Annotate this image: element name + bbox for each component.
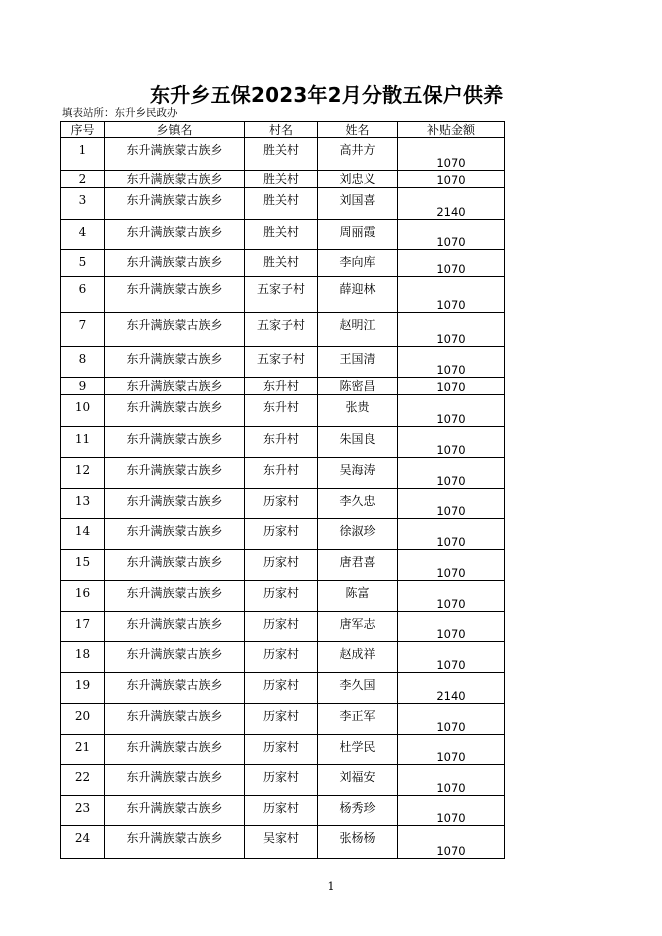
row-town: 东升满族蒙古族乡: [126, 318, 223, 332]
row-village-cell: [245, 673, 318, 704]
row-village: 历家村: [262, 524, 299, 538]
row-amount: 1070: [436, 844, 466, 858]
table-row: [61, 489, 505, 519]
row-no: 10: [74, 400, 91, 414]
row-town-cell: [105, 458, 245, 489]
row-village: 历家村: [262, 586, 299, 600]
row-amount-cell: [398, 765, 505, 796]
table-row: [61, 171, 505, 188]
row-village-cell: [245, 826, 318, 859]
col-header-amount: 补贴金额: [398, 122, 505, 138]
row-amount: 1070: [436, 504, 466, 518]
table-row: [61, 220, 505, 250]
row-no-cell: [61, 642, 105, 673]
row-village: 东升村: [262, 379, 299, 393]
row-town: 东升满族蒙古族乡: [126, 678, 223, 692]
row-village: 胜关村: [262, 193, 299, 207]
row-no: 5: [78, 255, 87, 269]
row-name-cell: [318, 313, 398, 347]
row-town: 东升满族蒙古族乡: [126, 172, 223, 186]
row-no-cell: [61, 765, 105, 796]
row-no: 11: [74, 432, 91, 446]
row-no-cell: [61, 704, 105, 735]
row-town-cell: [105, 250, 245, 277]
row-name: 刘福安: [339, 770, 376, 784]
row-name: 王国清: [339, 352, 376, 366]
row-amount: 1070: [436, 262, 466, 276]
row-amount: 1070: [436, 173, 466, 187]
row-amount: 1070: [436, 627, 466, 641]
row-no: 18: [74, 647, 91, 661]
row-town-cell: [105, 735, 245, 765]
row-name-cell: [318, 765, 398, 796]
row-amount-cell: [398, 313, 505, 347]
row-name-cell: [318, 347, 398, 378]
row-no-cell: [61, 395, 105, 427]
row-village: 五家子村: [256, 318, 305, 332]
row-town: 东升满族蒙古族乡: [126, 282, 223, 296]
row-name: 李久国: [339, 678, 376, 692]
row-no-cell: [61, 427, 105, 458]
row-town: 东升满族蒙古族乡: [126, 770, 223, 784]
row-village: 东升村: [262, 432, 299, 446]
table-row: [61, 612, 505, 642]
row-amount-cell: [398, 378, 505, 395]
row-town-cell: [105, 673, 245, 704]
row-name-cell: [318, 796, 398, 826]
row-town-cell: [105, 171, 245, 188]
row-no-cell: [61, 612, 105, 642]
row-village-cell: [245, 796, 318, 826]
table-row: [61, 250, 505, 277]
row-amount: 1070: [436, 380, 466, 394]
row-village-cell: [245, 519, 318, 550]
row-amount-cell: [398, 277, 505, 313]
row-no: 14: [74, 524, 91, 538]
row-amount: 1070: [436, 720, 466, 734]
row-no-cell: [61, 519, 105, 550]
row-name: 陈富: [345, 586, 370, 600]
row-no-cell: [61, 735, 105, 765]
table-row: [61, 673, 505, 704]
table-row: [61, 519, 505, 550]
row-village-cell: [245, 581, 318, 612]
row-village-cell: [245, 735, 318, 765]
row-name-cell: [318, 735, 398, 765]
row-no: 21: [74, 740, 91, 754]
row-town: 东升满族蒙古族乡: [126, 143, 223, 157]
row-name: 徐淑珍: [339, 524, 376, 538]
table-row: [61, 277, 505, 313]
row-name-cell: [318, 427, 398, 458]
row-amount-cell: [398, 612, 505, 642]
row-no: 17: [74, 617, 91, 631]
roster-body: [61, 138, 505, 859]
row-amount: 1070: [436, 298, 466, 312]
row-village-cell: [245, 550, 318, 581]
table-row: [61, 581, 505, 612]
table-row: [61, 188, 505, 220]
row-town: 东升满族蒙古族乡: [126, 494, 223, 508]
row-amount-cell: [398, 171, 505, 188]
row-name: 张贵: [345, 400, 370, 414]
row-amount: 2140: [436, 205, 466, 219]
row-amount: 1070: [436, 750, 466, 764]
row-amount: 1070: [436, 658, 466, 672]
row-village-cell: [245, 458, 318, 489]
row-name-cell: [318, 138, 398, 171]
row-village: 胜关村: [262, 143, 299, 157]
row-no-cell: [61, 673, 105, 704]
table-row: [61, 796, 505, 826]
row-town: 东升满族蒙古族乡: [126, 617, 223, 631]
row-no: 23: [74, 801, 91, 815]
row-amount: 1070: [436, 332, 466, 346]
row-village-cell: [245, 313, 318, 347]
row-no: 7: [78, 318, 87, 332]
row-town: 东升满族蒙古族乡: [126, 709, 223, 723]
row-no: 8: [78, 352, 87, 366]
table-row: [61, 735, 505, 765]
row-name: 吴海涛: [339, 463, 376, 477]
row-village-cell: [245, 765, 318, 796]
row-amount-cell: [398, 519, 505, 550]
row-amount-cell: [398, 427, 505, 458]
row-no: 2: [78, 172, 87, 186]
row-name-cell: [318, 250, 398, 277]
row-town-cell: [105, 581, 245, 612]
row-name-cell: [318, 458, 398, 489]
row-amount-cell: [398, 826, 505, 859]
row-name-cell: [318, 642, 398, 673]
row-town: 东升满族蒙古族乡: [126, 555, 223, 569]
row-amount: 1070: [436, 597, 466, 611]
row-no: 22: [74, 770, 91, 784]
row-town: 东升满族蒙古族乡: [126, 740, 223, 754]
row-name-cell: [318, 188, 398, 220]
row-name: 李久忠: [339, 494, 376, 508]
row-town: 东升满族蒙古族乡: [126, 352, 223, 366]
row-no-cell: [61, 138, 105, 171]
row-town: 东升满族蒙古族乡: [126, 586, 223, 600]
row-town: 东升满族蒙古族乡: [126, 255, 223, 269]
row-no-cell: [61, 250, 105, 277]
row-no-cell: [61, 489, 105, 519]
row-amount: 1070: [436, 412, 466, 426]
row-amount: 1070: [436, 363, 466, 377]
row-name: 杜学民: [339, 740, 376, 754]
row-no: 20: [74, 709, 91, 723]
row-name: 周丽霞: [339, 225, 376, 239]
row-no-cell: [61, 796, 105, 826]
table-row: [61, 427, 505, 458]
row-name: 赵明江: [339, 318, 376, 332]
row-town-cell: [105, 188, 245, 220]
row-no-cell: [61, 171, 105, 188]
row-name-cell: [318, 673, 398, 704]
roster-table: [60, 121, 505, 859]
row-no: 13: [74, 494, 91, 508]
row-amount-cell: [398, 188, 505, 220]
row-amount: 1070: [436, 535, 466, 549]
row-no: 16: [74, 586, 91, 600]
row-no-cell: [61, 347, 105, 378]
row-village-cell: [245, 138, 318, 171]
row-village: 胜关村: [262, 255, 299, 269]
table-row: [61, 765, 505, 796]
row-amount-cell: [398, 735, 505, 765]
row-no-cell: [61, 277, 105, 313]
row-village-cell: [245, 250, 318, 277]
filler-label: 填表站所：东升乡民政办: [62, 107, 178, 119]
table-row: [61, 347, 505, 378]
row-name: 薛迎林: [339, 282, 376, 296]
row-name: 赵成祥: [339, 647, 376, 661]
col-header-town: 乡镇名: [105, 122, 245, 138]
row-amount-cell: [398, 581, 505, 612]
row-name: 陈密昌: [339, 379, 376, 393]
row-no: 15: [74, 555, 91, 569]
row-town-cell: [105, 612, 245, 642]
table-row: [61, 704, 505, 735]
header-row: [61, 122, 505, 138]
table-row: [61, 550, 505, 581]
table-row: [61, 826, 505, 859]
row-town: 东升满族蒙古族乡: [126, 193, 223, 207]
row-no-cell: [61, 581, 105, 612]
row-name: 刘国喜: [339, 193, 376, 207]
row-amount-cell: [398, 550, 505, 581]
row-town: 东升满族蒙古族乡: [126, 400, 223, 414]
row-amount-cell: [398, 673, 505, 704]
row-no-cell: [61, 458, 105, 489]
row-village: 胜关村: [262, 225, 299, 239]
row-town-cell: [105, 765, 245, 796]
table-row: [61, 458, 505, 489]
row-no: 12: [74, 463, 91, 477]
row-no-cell: [61, 313, 105, 347]
row-village-cell: [245, 427, 318, 458]
row-amount-cell: [398, 250, 505, 277]
row-village: 胜关村: [262, 172, 299, 186]
row-village-cell: [245, 220, 318, 250]
row-name: 高井方: [339, 143, 376, 157]
col-header-village: 村名: [245, 122, 318, 138]
row-village: 五家子村: [256, 352, 305, 366]
row-town-cell: [105, 642, 245, 673]
row-name-cell: [318, 519, 398, 550]
row-no: 3: [78, 193, 87, 207]
row-village-cell: [245, 489, 318, 519]
row-amount-cell: [398, 458, 505, 489]
row-village: 历家村: [262, 555, 299, 569]
row-name: 唐军志: [339, 617, 376, 631]
row-town-cell: [105, 550, 245, 581]
table-row: [61, 313, 505, 347]
row-village-cell: [245, 612, 318, 642]
table-row: [61, 395, 505, 427]
row-name-cell: [318, 277, 398, 313]
title-container: [150, 80, 506, 114]
row-village-cell: [245, 171, 318, 188]
row-name-cell: [318, 550, 398, 581]
page-number: 1: [327, 880, 335, 893]
row-amount: 1070: [436, 811, 466, 825]
row-town-cell: [105, 489, 245, 519]
row-village: 历家村: [262, 709, 299, 723]
row-village-cell: [245, 378, 318, 395]
row-amount-cell: [398, 347, 505, 378]
row-no: 24: [74, 831, 91, 845]
row-town: 东升满族蒙古族乡: [126, 647, 223, 661]
row-amount: 1070: [436, 443, 466, 457]
row-village-cell: [245, 642, 318, 673]
row-village: 历家村: [262, 740, 299, 754]
row-town-cell: [105, 313, 245, 347]
row-town-cell: [105, 277, 245, 313]
row-town-cell: [105, 427, 245, 458]
row-village: 历家村: [262, 647, 299, 661]
row-amount: 1070: [436, 474, 466, 488]
row-village: 东升村: [262, 400, 299, 414]
row-town: 东升满族蒙古族乡: [126, 801, 223, 815]
row-name: 刘忠义: [339, 172, 376, 186]
row-village: 历家村: [262, 494, 299, 508]
row-name-cell: [318, 171, 398, 188]
row-name-cell: [318, 378, 398, 395]
row-amount-cell: [398, 796, 505, 826]
row-village: 历家村: [262, 801, 299, 815]
row-town: 东升满族蒙古族乡: [126, 432, 223, 446]
col-header-name: 姓名: [318, 122, 398, 138]
row-no: 19: [74, 678, 91, 692]
row-no-cell: [61, 826, 105, 859]
row-town-cell: [105, 347, 245, 378]
row-name-cell: [318, 612, 398, 642]
row-name: 李正军: [339, 709, 376, 723]
row-name-cell: [318, 704, 398, 735]
table-row: [61, 138, 505, 171]
row-name-cell: [318, 581, 398, 612]
table-row: [61, 378, 505, 395]
row-village: 历家村: [262, 678, 299, 692]
row-village-cell: [245, 277, 318, 313]
row-village: 东升村: [262, 463, 299, 477]
row-name-cell: [318, 489, 398, 519]
row-village: 历家村: [262, 617, 299, 631]
row-name-cell: [318, 826, 398, 859]
row-amount-cell: [398, 704, 505, 735]
row-village-cell: [245, 347, 318, 378]
row-amount-cell: [398, 489, 505, 519]
row-village-cell: [245, 704, 318, 735]
row-town-cell: [105, 796, 245, 826]
row-village: 五家子村: [256, 282, 305, 296]
row-town: 东升满族蒙古族乡: [126, 463, 223, 477]
row-no: 4: [78, 225, 87, 239]
row-town-cell: [105, 378, 245, 395]
row-town: 东升满族蒙古族乡: [126, 379, 223, 393]
row-amount: 2140: [436, 689, 466, 703]
row-no: 9: [78, 379, 87, 393]
row-village-cell: [245, 395, 318, 427]
row-amount: 1070: [436, 781, 466, 795]
row-town-cell: [105, 138, 245, 171]
row-name: 李向库: [339, 255, 376, 269]
col-header-no: 序号: [61, 122, 105, 138]
row-name-cell: [318, 220, 398, 250]
row-name: 张杨杨: [339, 831, 376, 845]
row-town-cell: [105, 220, 245, 250]
row-no-cell: [61, 188, 105, 220]
row-name-cell: [318, 395, 398, 427]
row-name: 唐君喜: [339, 555, 376, 569]
row-no-cell: [61, 220, 105, 250]
row-town: 东升满族蒙古族乡: [126, 225, 223, 239]
row-town-cell: [105, 704, 245, 735]
row-no-cell: [61, 378, 105, 395]
row-no: 6: [78, 282, 87, 296]
row-no-cell: [61, 550, 105, 581]
row-amount-cell: [398, 138, 505, 171]
row-amount-cell: [398, 395, 505, 427]
row-village: 吴家村: [262, 831, 299, 845]
row-name: 朱国良: [339, 432, 376, 446]
row-no: 1: [78, 143, 87, 157]
row-town-cell: [105, 826, 245, 859]
row-amount-cell: [398, 642, 505, 673]
row-town: 东升满族蒙古族乡: [126, 524, 223, 538]
row-amount: 1070: [436, 235, 466, 249]
row-amount: 1070: [436, 566, 466, 580]
row-amount-cell: [398, 220, 505, 250]
row-town-cell: [105, 519, 245, 550]
page-title: 东升乡五保2023年2月分散五保户供养: [150, 83, 504, 107]
row-town-cell: [105, 395, 245, 427]
row-village: 历家村: [262, 770, 299, 784]
row-village-cell: [245, 188, 318, 220]
table-row: [61, 642, 505, 673]
row-amount: 1070: [436, 156, 466, 170]
row-name: 杨秀珍: [339, 801, 376, 815]
row-town: 东升满族蒙古族乡: [126, 831, 223, 845]
